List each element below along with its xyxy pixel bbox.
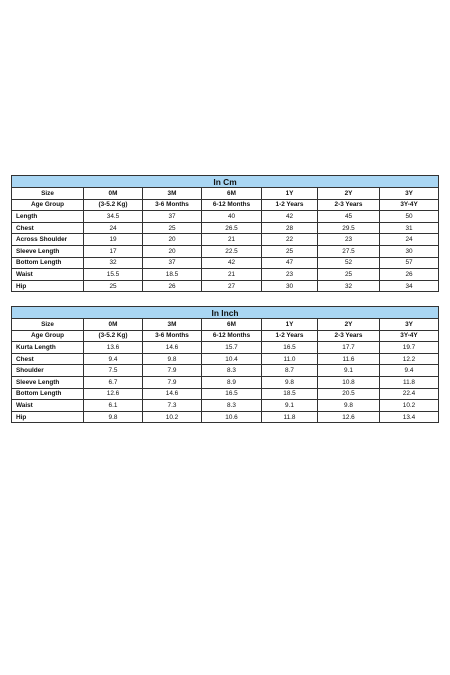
measurement-value: 24: [380, 234, 439, 246]
measurement-value: 32: [318, 280, 380, 292]
measurement-value: 47: [262, 257, 318, 269]
measurement-label: Chest: [12, 222, 84, 234]
measurement-value: 12.6: [318, 411, 380, 423]
measurement-label: Across Shoulder: [12, 234, 84, 246]
measurement-value: 20.5: [318, 388, 380, 400]
measurement-value: 42: [262, 211, 318, 223]
size-header-row-cell: 6M: [202, 188, 262, 200]
measurement-label: Hip: [12, 280, 84, 292]
age-group-row-cell: 6-12 Months: [202, 330, 262, 342]
measurement-value: 6.7: [84, 376, 143, 388]
measurement-value: 13.6: [84, 342, 143, 354]
size-header-row: [12, 319, 439, 331]
measurement-row: [12, 234, 439, 246]
measurement-value: 29.5: [318, 222, 380, 234]
measurement-value: 37: [143, 257, 202, 269]
size-header-row-cell: 3Y: [380, 319, 439, 331]
measurement-value: 45: [318, 211, 380, 223]
measurement-row: [12, 245, 439, 257]
measurement-row: [12, 222, 439, 234]
size-header-row-cell: 3Y: [380, 188, 439, 200]
measurement-value: 11.8: [380, 376, 439, 388]
measurement-value: 11.0: [262, 353, 318, 365]
measurement-value: 11.8: [262, 411, 318, 423]
caption-row: [12, 307, 439, 319]
age-group-row-label: Age Group: [12, 199, 84, 211]
size-header-row-cell: 6M: [202, 319, 262, 331]
measurement-value: 28: [262, 222, 318, 234]
age-group-row-cell: 6-12 Months: [202, 199, 262, 211]
measurement-row: [12, 342, 439, 354]
measurement-value: 12.2: [380, 353, 439, 365]
measurement-value: 18.5: [143, 269, 202, 281]
measurement-value: 20: [143, 245, 202, 257]
measurement-value: 10.8: [318, 376, 380, 388]
age-group-row-cell: 1-2 Years: [262, 199, 318, 211]
measurement-value: 15.7: [202, 342, 262, 354]
measurement-value: 25: [143, 222, 202, 234]
age-group-row: [12, 330, 439, 342]
measurement-value: 13.4: [380, 411, 439, 423]
table-caption: In Cm: [12, 176, 439, 188]
measurement-value: 14.6: [143, 342, 202, 354]
measurement-row: [12, 376, 439, 388]
age-group-row-cell: 1-2 Years: [262, 330, 318, 342]
measurement-value: 26: [143, 280, 202, 292]
measurement-value: 7.9: [143, 365, 202, 377]
measurement-value: 17: [84, 245, 143, 257]
measurement-value: 9.8: [143, 353, 202, 365]
measurement-value: 9.4: [380, 365, 439, 377]
measurement-value: 7.9: [143, 376, 202, 388]
size-header-row-cell: 1Y: [262, 319, 318, 331]
measurement-value: 10.6: [202, 411, 262, 423]
measurement-value: 10.2: [143, 411, 202, 423]
age-group-row-cell: 3Y-4Y: [380, 199, 439, 211]
size-chart-inch-table: [11, 306, 439, 423]
measurement-value: 9.8: [318, 400, 380, 412]
measurement-row: [12, 211, 439, 223]
measurement-value: 31: [380, 222, 439, 234]
size-chart-inch-body: [12, 307, 439, 423]
measurement-value: 37: [143, 211, 202, 223]
measurement-value: 25: [84, 280, 143, 292]
size-header-row-label: Size: [12, 188, 84, 200]
measurement-label: Waist: [12, 269, 84, 281]
measurement-value: 50: [380, 211, 439, 223]
size-chart-cm-table: [11, 175, 439, 292]
measurement-value: 22: [262, 234, 318, 246]
measurement-value: 8.3: [202, 400, 262, 412]
measurement-value: 8.9: [202, 376, 262, 388]
measurement-value: 42: [202, 257, 262, 269]
size-header-row-cell: 1Y: [262, 188, 318, 200]
measurement-value: 19.7: [380, 342, 439, 354]
measurement-value: 22.5: [202, 245, 262, 257]
measurement-value: 30: [380, 245, 439, 257]
table-caption: In Inch: [12, 307, 439, 319]
size-header-row-label: Size: [12, 319, 84, 331]
measurement-value: 8.7: [262, 365, 318, 377]
age-group-row-cell: (3-5.2 Kg): [84, 330, 143, 342]
measurement-label: Kurta Length: [12, 342, 84, 354]
age-group-row-cell: 2-3 Years: [318, 199, 380, 211]
size-header-row: [12, 188, 439, 200]
size-header-row-cell: 0M: [84, 188, 143, 200]
measurement-value: 23: [262, 269, 318, 281]
measurement-row: [12, 257, 439, 269]
age-group-row-cell: 3-6 Months: [143, 330, 202, 342]
caption-row: [12, 176, 439, 188]
measurement-value: 27.5: [318, 245, 380, 257]
measurement-value: 10.2: [380, 400, 439, 412]
measurement-value: 10.4: [202, 353, 262, 365]
measurement-value: 34.5: [84, 211, 143, 223]
measurement-value: 19: [84, 234, 143, 246]
measurement-value: 7.5: [84, 365, 143, 377]
measurement-value: 15.5: [84, 269, 143, 281]
measurement-value: 9.8: [262, 376, 318, 388]
measurement-value: 9.1: [262, 400, 318, 412]
size-header-row-cell: 3M: [143, 319, 202, 331]
size-header-row-cell: 2Y: [318, 188, 380, 200]
age-group-row-cell: 3Y-4Y: [380, 330, 439, 342]
measurement-label: Sleeve Length: [12, 376, 84, 388]
size-header-row-cell: 3M: [143, 188, 202, 200]
measurement-label: Hip: [12, 411, 84, 423]
measurement-value: 8.3: [202, 365, 262, 377]
measurement-value: 14.6: [143, 388, 202, 400]
age-group-row-label: Age Group: [12, 330, 84, 342]
measurement-row: [12, 400, 439, 412]
measurement-value: 6.1: [84, 400, 143, 412]
measurement-label: Chest: [12, 353, 84, 365]
measurement-row: [12, 280, 439, 292]
measurement-value: 11.6: [318, 353, 380, 365]
measurement-value: 52: [318, 257, 380, 269]
measurement-row: [12, 388, 439, 400]
measurement-value: 7.3: [143, 400, 202, 412]
measurement-value: 34: [380, 280, 439, 292]
measurement-label: Bottom Length: [12, 257, 84, 269]
measurement-value: 23: [318, 234, 380, 246]
age-group-row-cell: (3-5.2 Kg): [84, 199, 143, 211]
measurement-label: Waist: [12, 400, 84, 412]
measurement-value: 9.4: [84, 353, 143, 365]
measurement-label: Bottom Length: [12, 388, 84, 400]
size-chart-cm-body: [12, 176, 439, 292]
size-header-row-cell: 2Y: [318, 319, 380, 331]
measurement-row: [12, 269, 439, 281]
age-group-row-cell: 2-3 Years: [318, 330, 380, 342]
measurement-value: 27: [202, 280, 262, 292]
measurement-value: 21: [202, 234, 262, 246]
age-group-row-cell: 3-6 Months: [143, 199, 202, 211]
measurement-value: 30: [262, 280, 318, 292]
measurement-label: Shoulder: [12, 365, 84, 377]
age-group-row: [12, 199, 439, 211]
measurement-value: 26.5: [202, 222, 262, 234]
measurement-value: 17.7: [318, 342, 380, 354]
measurement-value: 25: [318, 269, 380, 281]
measurement-value: 22.4: [380, 388, 439, 400]
measurement-value: 16.5: [262, 342, 318, 354]
measurement-value: 24: [84, 222, 143, 234]
measurement-row: [12, 411, 439, 423]
measurement-value: 40: [202, 211, 262, 223]
measurement-value: 32: [84, 257, 143, 269]
measurement-value: 26: [380, 269, 439, 281]
measurement-row: [12, 365, 439, 377]
measurement-value: 57: [380, 257, 439, 269]
measurement-label: Length: [12, 211, 84, 223]
measurement-value: 18.5: [262, 388, 318, 400]
measurement-value: 25: [262, 245, 318, 257]
measurement-value: 20: [143, 234, 202, 246]
size-header-row-cell: 0M: [84, 319, 143, 331]
measurement-value: 9.8: [84, 411, 143, 423]
measurement-label: Sleeve Length: [12, 245, 84, 257]
measurement-value: 9.1: [318, 365, 380, 377]
measurement-value: 21: [202, 269, 262, 281]
measurement-value: 12.6: [84, 388, 143, 400]
measurement-value: 16.5: [202, 388, 262, 400]
measurement-row: [12, 353, 439, 365]
